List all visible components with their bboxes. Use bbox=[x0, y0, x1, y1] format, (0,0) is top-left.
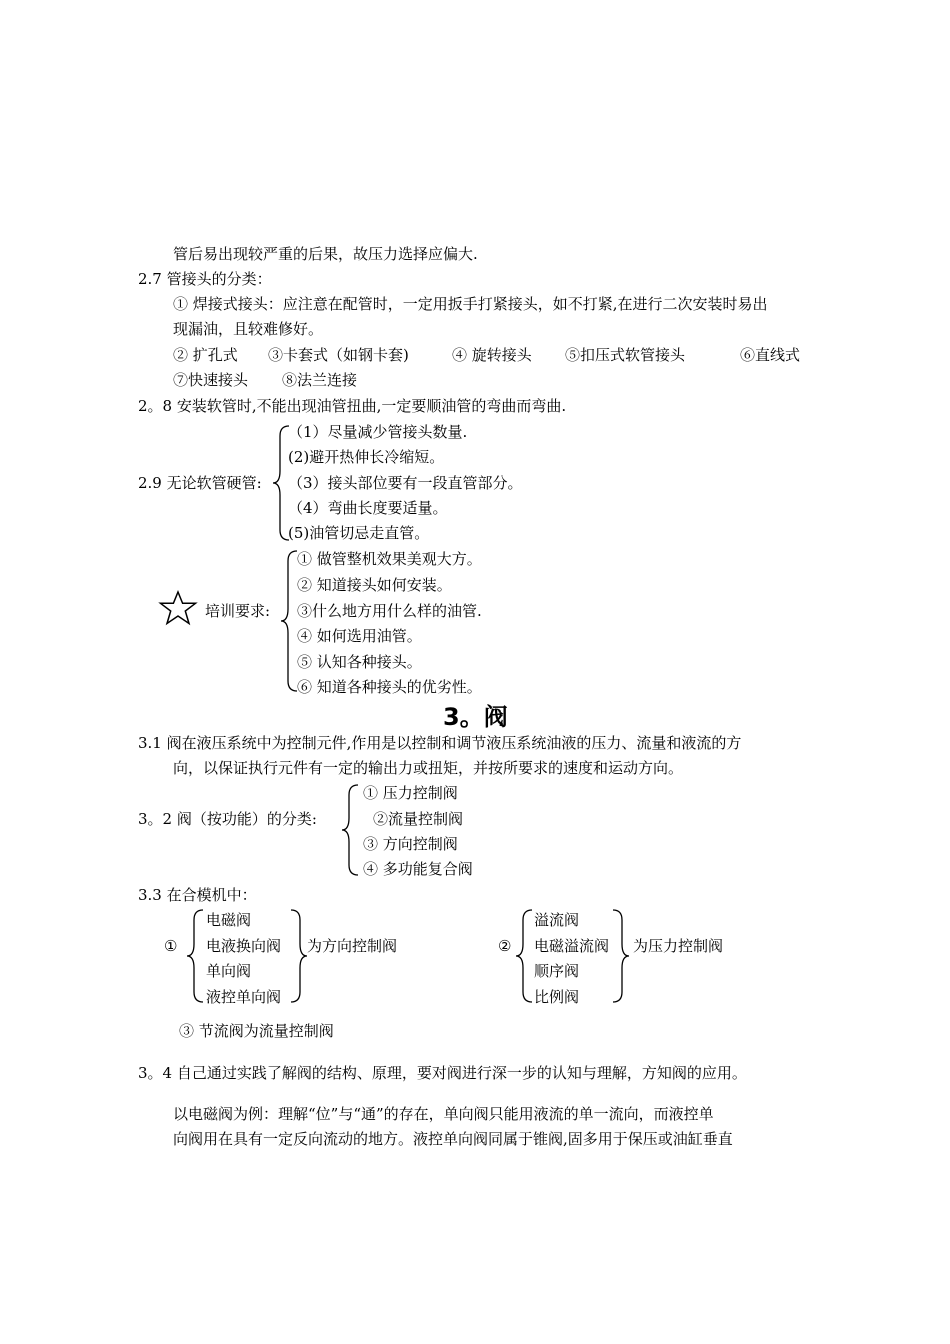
left-brace-icon bbox=[515, 908, 535, 1004]
left-brace-icon bbox=[341, 783, 361, 877]
left-brace-icon bbox=[186, 908, 206, 1004]
list-item: ④ 旋转接头 bbox=[452, 346, 532, 364]
label-3-2: 3。2 阀（按功能）的分类: bbox=[138, 810, 317, 828]
list-item: 比例阀 bbox=[534, 988, 580, 1006]
list-item: 液控单向阀 bbox=[206, 988, 282, 1006]
list-item: (2)避开热伸长冷缩短。 bbox=[288, 448, 445, 466]
group-result: 为压力控制阀 bbox=[633, 937, 724, 955]
group-number: ② bbox=[498, 937, 512, 955]
list-item: ④ 如何选用油管。 bbox=[297, 627, 422, 645]
section-title: 3。阀 bbox=[443, 703, 508, 731]
list-item: ⑥直线式 bbox=[740, 346, 801, 364]
list-item: ③ 方向控制阀 bbox=[363, 835, 458, 853]
paragraph-3-1-cont: 向，以保证执行元件有一定的输出力或扭矩，并按所要求的速度和运动方向。 bbox=[173, 759, 684, 777]
paragraph-2-8: 2。8 安装软管时,不能出现油管扭曲,一定要顺油管的弯曲而弯曲. bbox=[138, 397, 567, 415]
group-3-line: ③ 节流阀为流量控制阀 bbox=[179, 1022, 334, 1040]
label-2-9: 2.9 无论软管硬管: bbox=[138, 474, 262, 492]
list-item: 现漏油，且较难修好。 bbox=[173, 320, 324, 338]
list-item: （4）弯曲长度要适量。 bbox=[288, 499, 448, 517]
list-item: ⑥ 知道各种接头的优劣性。 bbox=[297, 678, 482, 696]
training-label: 培训要求: bbox=[205, 602, 271, 620]
paragraph-line: 以电磁阀为例：理解“位”与“通”的存在，单向阀只能用液流的单一流向，而液控单 bbox=[173, 1105, 714, 1123]
list-item: ② 知道接头如何安装。 bbox=[297, 576, 452, 594]
list-item: （1）尽量减少管接头数量. bbox=[288, 423, 468, 441]
list-item: ② 扩孔式 bbox=[173, 346, 238, 364]
list-item: 电液换向阀 bbox=[206, 937, 282, 955]
list-item: （3）接头部位要有一段直管部分。 bbox=[288, 474, 523, 492]
list-item: ① 压力控制阀 bbox=[363, 784, 458, 802]
list-item: 电磁阀 bbox=[206, 911, 252, 929]
list-item: ⑧法兰连接 bbox=[282, 371, 358, 389]
star-icon bbox=[158, 590, 198, 626]
list-item: 溢流阀 bbox=[534, 911, 580, 929]
list-item: 单向阀 bbox=[206, 962, 252, 980]
paragraph-line: 向阀用在具有一定反向流动的地方。液控单向阀同属于锥阀,固多用于保压或油缸垂直 bbox=[173, 1130, 733, 1148]
paragraph-3-4: 3。4 自己通过实践了解阀的结构、原理，要对阀进行深一步的认知与理解，方知阀的应用。 bbox=[138, 1064, 747, 1082]
right-brace-icon bbox=[610, 908, 630, 1004]
list-item: ③什么地方用什么样的油管. bbox=[297, 602, 482, 620]
list-item: ⑦快速接头 bbox=[173, 371, 249, 389]
list-item: ⑤ 认知各种接头。 bbox=[297, 653, 422, 671]
paragraph-3-1: 3.1 阀在液压系统中为控制元件,作用是以控制和调节液压系统油液的压力、流量和液流的方 bbox=[138, 734, 742, 752]
heading-3-3: 3.3 在合模机中： bbox=[138, 886, 257, 904]
list-item: ① 做管整机效果美观大方。 bbox=[297, 550, 482, 568]
group-number: ① bbox=[164, 937, 178, 955]
list-item: 顺序阀 bbox=[534, 962, 580, 980]
right-brace-icon bbox=[288, 908, 308, 1004]
list-item: (5)油管切忌走直管。 bbox=[288, 524, 430, 542]
list-item: ⑤扣压式软管接头 bbox=[565, 346, 686, 364]
list-item: ① 焊接式接头：应注意在配管时，一定用扳手打紧接头，如不打紧,在进行二次安装时易出 bbox=[173, 295, 768, 313]
continuation-line: 管后易出现较严重的后果，故压力选择应偏大. bbox=[173, 245, 478, 263]
list-item: ②流量控制阀 bbox=[373, 810, 464, 828]
heading-2-7: 2.7 管接头的分类： bbox=[138, 270, 272, 288]
list-item: ④ 多功能复合阀 bbox=[363, 860, 473, 878]
list-item: 电磁溢流阀 bbox=[534, 937, 610, 955]
list-item: ③卡套式（如钢卡套) bbox=[268, 346, 409, 364]
group-result: 为方向控制阀 bbox=[307, 937, 398, 955]
